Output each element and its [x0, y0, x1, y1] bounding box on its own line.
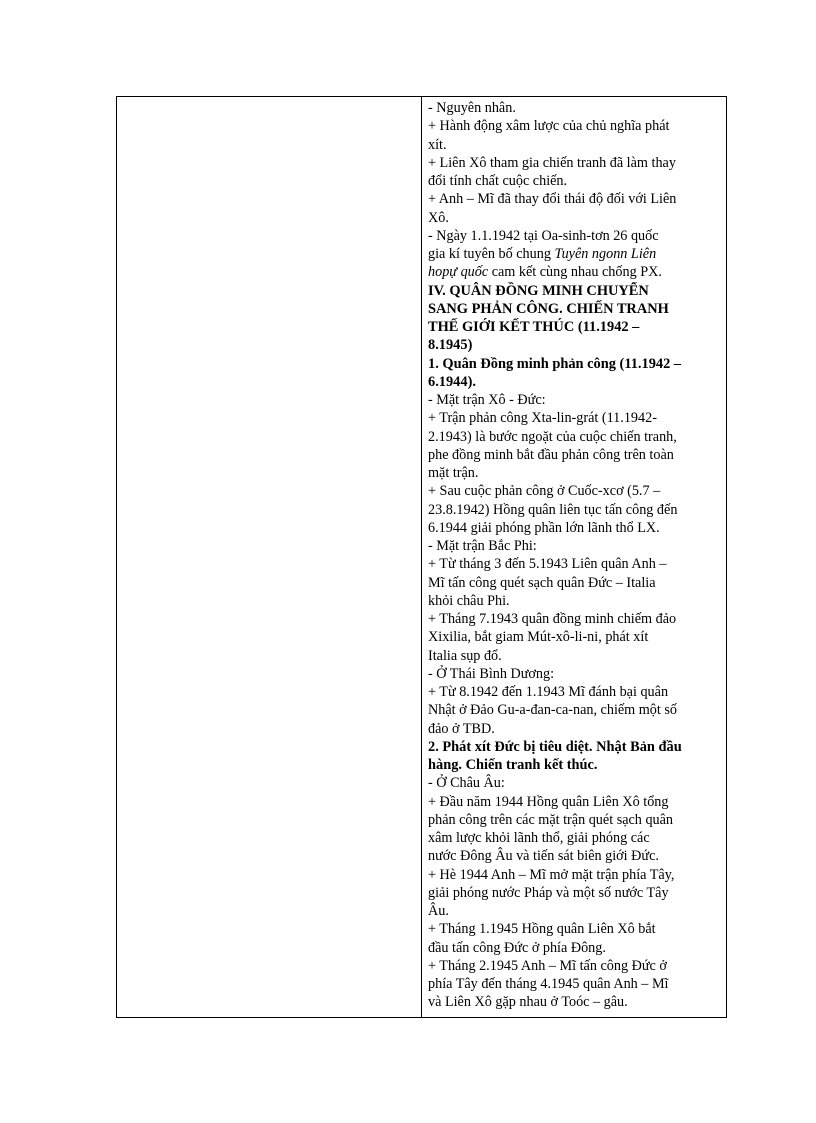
text-line: phía Tây đến tháng 4.1945 quân Anh – Mĩ: [428, 976, 669, 992]
text-line: giải phóng nước Pháp và một số nước Tây: [428, 884, 669, 901]
text-line: - Mặt trận Bắc Phi:: [428, 538, 537, 554]
text-line: + Hành động xâm lược của chủ nghĩa phát: [428, 118, 670, 135]
text-line: mặt trận.: [428, 465, 479, 481]
text-line: [428, 245, 720, 263]
text-line: + Sau cuộc phản công ở Cuốc-xcơ (5.7 –: [428, 483, 661, 500]
text-fragment: cam kết cùng nhau chống PX.: [491, 264, 662, 281]
text-fragment: gia kí tuyên bố chung: [428, 246, 555, 262]
table-left-column: [117, 97, 422, 1017]
section-heading: 8.1945): [428, 337, 473, 354]
section-heading: THẾ GIỚI KẾT THÚC (11.1942 –: [428, 319, 640, 335]
text-line: Italia sụp đổ.: [428, 647, 502, 664]
text-line: đầu tấn công Đức ở phía Đông.: [428, 939, 606, 956]
text-line: Xixilia, bắt giam Mút-xô-li-ni, phát xít: [428, 629, 649, 646]
text-line: xít.: [428, 136, 447, 153]
text-line: [428, 263, 720, 281]
text-line: 23.8.1942) Hồng quân liên tục tấn công đến: [428, 501, 678, 518]
section-heading: IV. QUÂN ĐỒNG MINH CHUYỂN: [428, 282, 649, 299]
text-line: + Tháng 2.1945 Anh – Mĩ tấn công Đức ở: [428, 957, 667, 974]
text-line: + Trận phản công Xta-lin-grát (11.1942-: [428, 410, 657, 427]
text-line: - Ở Thái Bình Dương:: [428, 665, 555, 682]
text-line: + Anh – Mĩ đã thay đổi thái độ đối với Liên: [428, 191, 677, 208]
text-line: đảo ở TBD.: [428, 720, 495, 737]
declaration-title: Tuyên ngonn Liên: [554, 246, 657, 262]
subsection-heading: 6.1944).: [428, 373, 476, 390]
text-line: nước Đông Âu và tiến sát biên giới Đức.: [428, 848, 659, 865]
content-table: [116, 96, 727, 1018]
text-line: - Nguyên nhân.: [428, 100, 516, 116]
subsection-heading: hàng. Chiến tranh kết thúc.: [428, 757, 598, 773]
subsection-heading: 1. Quân Đồng minh phản công (11.1942 –: [428, 355, 682, 372]
text-line: phe đồng minh bắt đầu phản công trên toàn: [428, 446, 674, 463]
text-line: + Tháng 1.1945 Hồng quân Liên Xô bắt: [428, 921, 656, 938]
subsection-heading: 2. Phát xít Đức bị tiêu diệt. Nhật Bản đầu: [428, 738, 682, 755]
text-line: - Ngày 1.1.1942 tại Oa-sinh-tơn 26 quốc: [428, 227, 659, 244]
text-line: Xô.: [428, 209, 449, 226]
section-heading: SANG PHẢN CÔNG. CHIẾN TRANH: [428, 300, 669, 317]
text-line: 6.1944 giải phóng phần lớn lãnh thổ LX.: [428, 519, 660, 536]
text-line: khỏi châu Phi.: [428, 592, 510, 609]
table-right-column: [422, 97, 726, 1017]
text-line: và Liên Xô gặp nhau ở Toóc – gâu.: [428, 994, 628, 1011]
text-line: - Mặt trận Xô - Đức:: [428, 392, 546, 408]
text-line: 2.1943) là bước ngoặt của cuộc chiến tranh,: [428, 428, 677, 445]
text-line: Âu.: [428, 903, 449, 919]
text-line: + Đầu năm 1944 Hồng quân Liên Xô tổng: [428, 793, 669, 810]
text-line: phản công trên các mặt trận quét sạch quân: [428, 811, 674, 828]
declaration-title-continued: hopự quốc: [428, 264, 489, 281]
text-line: + Từ tháng 3 đến 5.1943 Liên quân Anh –: [428, 556, 667, 573]
text-line: + Tháng 7.1943 quân đồng minh chiếm đảo: [428, 611, 677, 627]
text-line: - Ở Châu Âu:: [428, 775, 505, 792]
text-line: Mĩ tấn công quét sạch quân Đức – Italia: [428, 574, 656, 591]
text-line: Nhật ở Đảo Gu-a-đan-ca-nan, chiếm một số: [428, 702, 677, 719]
text-line: + Từ 8.1942 đến 1.1943 Mĩ đánh bại quân: [428, 684, 669, 700]
text-line: đổi tính chất cuộc chiến.: [428, 173, 568, 189]
text-line: + Liên Xô tham gia chiến tranh đã làm thay: [428, 154, 676, 171]
text-line: xâm lược khỏi lãnh thổ, giải phóng các: [428, 830, 650, 846]
text-line: + Hè 1944 Anh – Mĩ mở mặt trận phía Tây,: [428, 866, 675, 883]
